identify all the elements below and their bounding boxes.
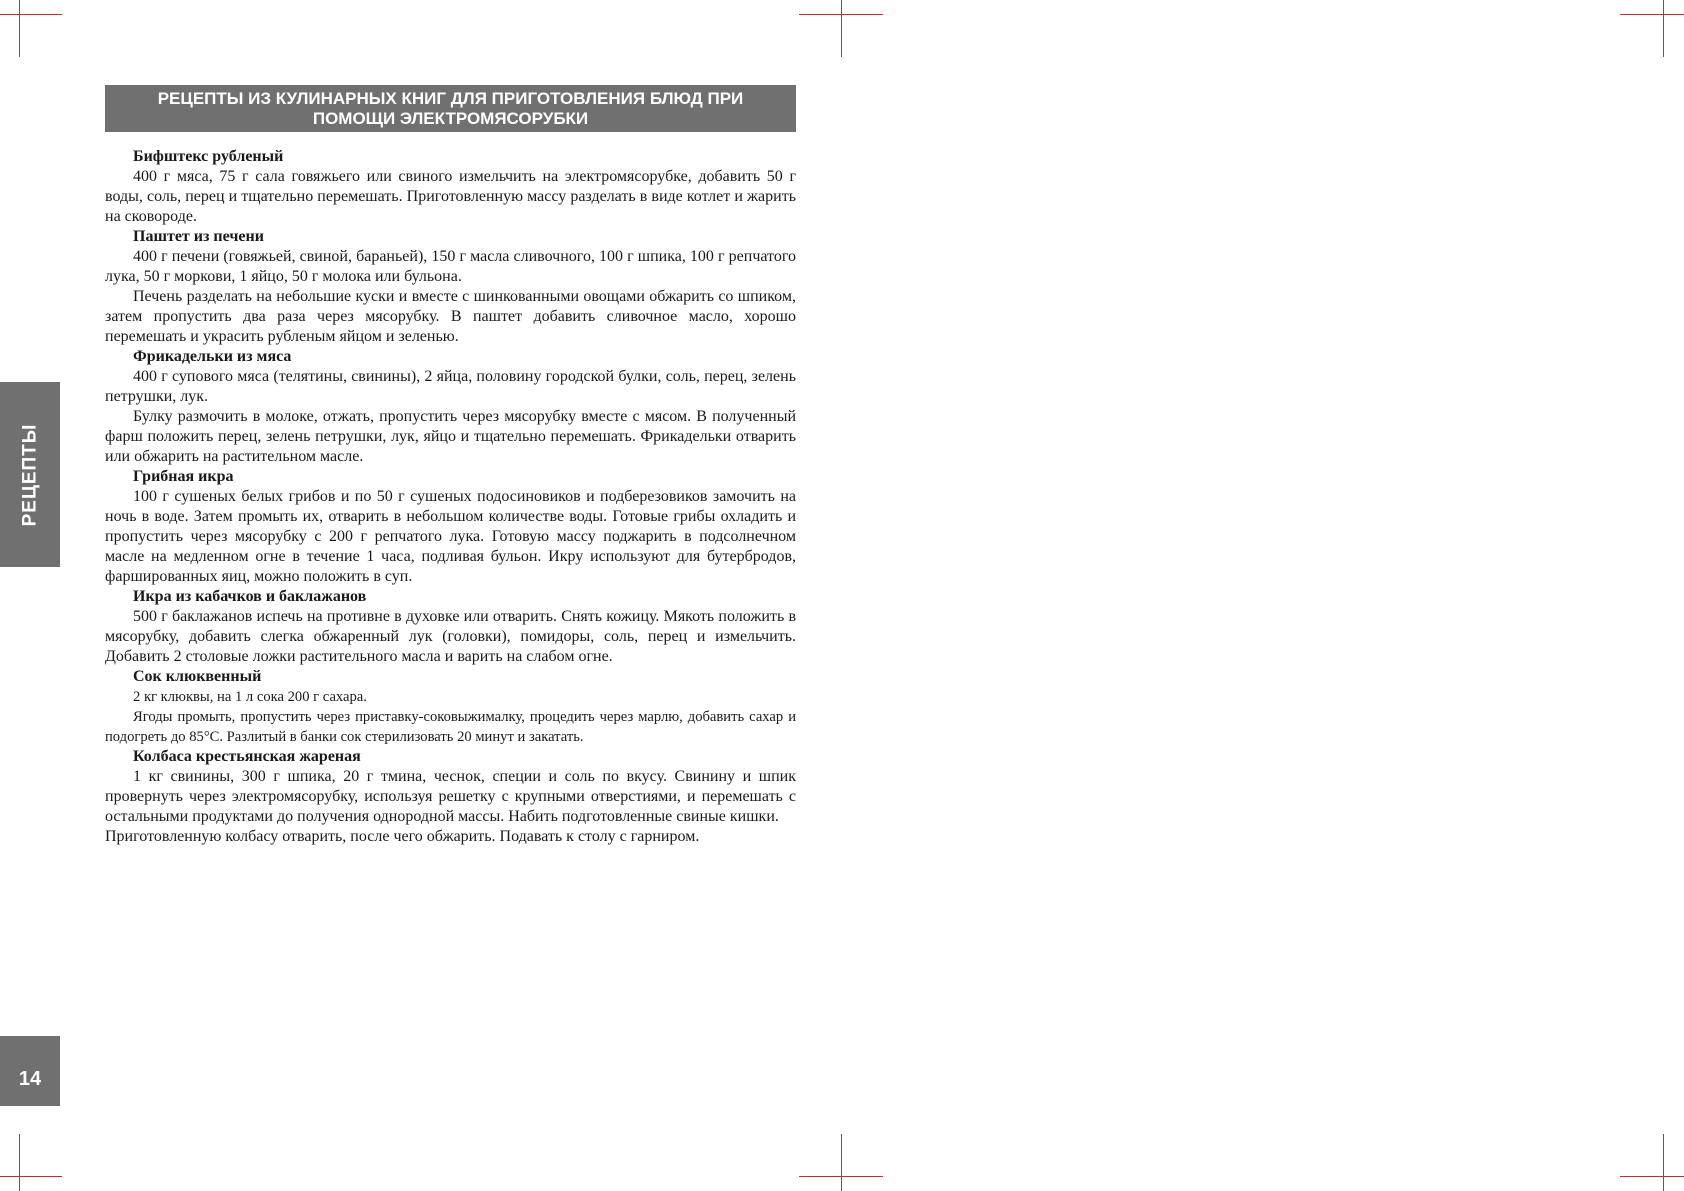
recipe-paragraph: Булку размочить в молоке, отжать, пропустить через мясорубку вместе с мясом. В полученный фарш положить перец, зелень петрушки, лук, яйцо и тщательно перемешать. Фрикадельки отварить или обжарить на растительном масле. (105, 408, 796, 465)
crop-mark (0, 14, 62, 15)
section-tab-label: РЕЦЕПТЫ (19, 423, 41, 526)
recipe-paragraph: 400 г супового мяса (телятины, свинины), 2 яйца, половину городской булки, соль, перец, зелень петрушки, лук. (105, 368, 796, 405)
recipe-title: Паштет из печени (133, 228, 264, 245)
section-tab (0, 382, 60, 567)
recipe-paragraph: Ягоды промыть, пропустить через приставку-соковыжималку, процедить через марлю, добавить сахар и подогреть до 85°С. Разлитый в банки сок стерилизовать 20 минут и закатать. (105, 709, 796, 745)
crop-mark (1663, 1134, 1664, 1191)
recipe-title: Бифштекс рубленый (133, 148, 284, 165)
recipe-paragraph: 400 г мяса, 75 г сала говяжьего или свиного измельчить на электромясорубке, добавить 50 г воды, соль, перец и тщательно перемешать. Приготовленную массу разделать в виде котлет и жарить на сковороде. (105, 168, 796, 225)
recipe-title: Колбаса крестьянская жареная (133, 748, 361, 765)
recipe-paragraph: 100 г сушеных белых грибов и по 50 г сушеных подосиновиков и подберезовиков замочить на ночь в воде. Затем промыть их, отварить в небольшом количестве воды. Готовые грибы охладить и пропустить через мясорубку с 200 г репчатого лука. Готовую массу поджарить в подсолнечном масле на медленном огне в течение 1 часа, подливая бульон. Икру используют для бутербродов, фаршированных яиц, можно положить в суп. (105, 488, 796, 585)
crop-mark (1620, 14, 1684, 15)
recipe-paragraph: Печень разделать на небольшие куски и вместе с шинкованными овощами обжарить со шпиком, затем пропустить два раза через мясорубку. В паштет добавить сливочное масло, хорошо перемешать и украсить рубленым яйцом и зеленью. (105, 288, 796, 345)
recipe-title: Фрикадельки из мяса (133, 348, 292, 365)
crop-mark (19, 1134, 20, 1191)
recipe-list (105, 147, 796, 847)
page-number (0, 1036, 60, 1106)
recipe-title: Сок клюквенный (133, 668, 262, 685)
page-title (105, 85, 796, 132)
page-title-text: РЕЦЕПТЫ ИЗ КУЛИНАРНЫХ КНИГ ДЛЯ ПРИГОТОВЛЕНИЯ БЛЮД ПРИ ПОМОЩИ ЭЛЕКТРОМЯСОРУБКИ (157, 88, 744, 128)
recipe-paragraph: 400 г печени (говяжьей, свиной, бараньей), 150 г масла сливочного, 100 г шпика, 100 г репчатого лука, 50 г моркови, 1 яйцо, 50 г молока или бульона. (105, 248, 796, 285)
recipe-title: Грибная икра (133, 468, 234, 485)
recipe-title: Икра из кабачков и баклажанов (133, 588, 367, 605)
recipe-paragraph: 500 г баклажанов испечь на противне в духовке или отварить. Снять кожицу. Мякоть положить в мясорубку, добавить слегка обжаренный лук (головки), помидоры, соль, перец и измельчить. Добавить 2 столовые ложки растительного масла и варить на слабом огне. (105, 608, 796, 665)
recipe-paragraph: 2 кг клюквы, на 1 л сока 200 г сахара. (133, 689, 367, 705)
crop-mark (1620, 1176, 1684, 1177)
recipe-closing-paragraph: Приготовленную колбасу отварить, после чего обжарить. Подавать к столу с гарниром. (105, 828, 700, 845)
crop-mark (841, 1134, 842, 1191)
recipe-paragraph: 1 кг свинины, 300 г шпика, 20 г тмина, чеснок, специи и соль по вкусу. Свинину и шпик провернуть через электромясорубку, используя решетку с крупными отверстиями, и перемешать с остальными продуктами до получения однородной массы. Набить подготовленные свиные кишки. (105, 768, 796, 825)
crop-mark (1663, 0, 1664, 57)
crop-mark (841, 0, 842, 57)
page-number-text: 14 (18, 1067, 42, 1090)
crop-mark (0, 1176, 62, 1177)
crop-mark (19, 0, 20, 57)
